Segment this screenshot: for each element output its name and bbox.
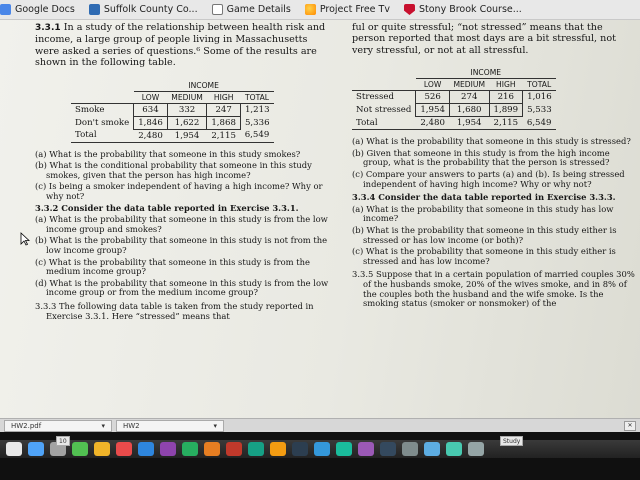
- row-label: Smoke: [75, 104, 105, 115]
- maps-icon[interactable]: [248, 442, 264, 456]
- table-cell: 216: [489, 91, 523, 104]
- download-item-hw2[interactable]: [116, 420, 224, 432]
- podcasts-icon[interactable]: [160, 442, 176, 456]
- folder-icon[interactable]: [424, 442, 440, 456]
- table-cell: 6,549: [526, 117, 552, 128]
- word-icon[interactable]: [380, 442, 396, 456]
- calendar-badge: 10: [56, 436, 70, 446]
- table-cell: 332: [167, 103, 207, 116]
- bookmark-label: Project Free Tv: [319, 4, 390, 15]
- question-c: (c) What is the probability that someone in this study is from the medium income group?: [35, 256, 310, 277]
- finder-icon[interactable]: [6, 442, 22, 456]
- table-cell: 1,899: [489, 104, 523, 117]
- question-b: (b) What is the conditional probability that someone in this study smokes, given that the person has high income?: [35, 160, 312, 180]
- table-cell: 2,480: [138, 130, 163, 141]
- pdf-page: [0, 20, 640, 418]
- google-docs-icon: [0, 4, 11, 15]
- table-cell: 634: [134, 103, 168, 116]
- row-label: Don't smoke: [75, 117, 130, 128]
- downloads-icon[interactable]: [446, 442, 462, 456]
- question-a: (a) What is the probability that someone in this study is stressed?: [352, 136, 631, 147]
- music-icon[interactable]: [116, 442, 132, 456]
- notes-icon[interactable]: [94, 442, 110, 456]
- skype-icon[interactable]: [314, 442, 330, 456]
- question-c: (c) Compare your answers to parts (a) and (b). Is being stressed independent of having high income? Why or why not?: [352, 169, 625, 189]
- table-cell: 1,868: [207, 116, 241, 129]
- table-group-header: INCOME: [416, 62, 556, 79]
- table-cell: 526: [416, 91, 450, 104]
- chevron-down-icon[interactable]: ▾: [213, 421, 217, 430]
- exercise-3-3-1: [35, 22, 333, 69]
- question-a: (a) What is the probability that someone in this study has low income?: [352, 203, 614, 224]
- table-cell: 1,680: [449, 104, 489, 117]
- bookmark-suffolk-county[interactable]: [89, 4, 198, 15]
- bookmark-project-free-tv[interactable]: [305, 4, 390, 15]
- table-cell: 6,549: [244, 130, 270, 141]
- table-group-header: INCOME: [134, 75, 274, 92]
- question-c: (c) Is being a smoker independent of having a high income? Why or why not?: [35, 181, 323, 201]
- mouse-cursor-icon: [20, 232, 30, 246]
- table-cell: 1,016: [527, 92, 552, 103]
- table-cell: 1,954: [456, 118, 482, 129]
- bookmark-label: Suffolk County Co...: [103, 4, 198, 15]
- col-header: HIGH: [496, 80, 516, 90]
- smoking-income-table: [71, 75, 274, 143]
- terminal-icon[interactable]: [292, 442, 308, 456]
- question-b: (b) Given that someone in this study is from the high income group, what is the probability that the person is stressed?: [352, 147, 610, 168]
- exercise-3-3-2: 3.3.2 Consider the data table reported in Exercise 3.3.1.: [35, 202, 299, 213]
- table-cell: 1,954: [416, 104, 450, 117]
- table-cell: 5,533: [527, 105, 552, 116]
- exercise-3-3-5: 3.3.5 Suppose that in a certain population of married couples 30% of the husbands smoke, 20% of the wives smoke, and in 8% of the couples both the husband and the wife smoke. Is the smoking status (smoker or nonsmoker) of the: [352, 269, 635, 309]
- bookmark-label: Google Docs: [15, 4, 75, 15]
- question-b: (b) What is the probability that someone in this study either is stressed or has low income (or both)?: [352, 224, 617, 245]
- question-d: (d) What is the probability that someone in this study is from the low income group or from the medium income group?: [35, 277, 329, 298]
- download-label: HW2.pdf: [11, 421, 42, 430]
- messages-icon[interactable]: [72, 442, 88, 456]
- os-taskbar: [0, 432, 640, 480]
- row-label: Stressed: [356, 92, 394, 103]
- right-column: [352, 22, 637, 309]
- table-cell: 2,115: [493, 118, 519, 129]
- col-header: TOTAL: [244, 92, 270, 102]
- table-cell: 5,336: [244, 117, 270, 128]
- row-label: Total: [75, 130, 97, 141]
- question-b: (b) What is the probability that someone in this study is not from the low income group?: [35, 235, 328, 255]
- suffolk-county-icon: [89, 4, 100, 15]
- exercise-text: In a study of the relationship between health risk and income, a large group of people living in Massachusetts were asked a series of questions.⁶ Some of the results are shown in the following table.: [35, 22, 326, 69]
- preview-icon[interactable]: [402, 442, 418, 456]
- calendar-icon[interactable]: [28, 442, 44, 456]
- bookmark-game-details[interactable]: [212, 4, 291, 15]
- question-a: (a) What is the probability that someone in this study is from the low income group and smokes?: [35, 214, 328, 234]
- bookmark-stony-brook[interactable]: [404, 4, 522, 15]
- chrome-icon[interactable]: [226, 442, 242, 456]
- chevron-down-icon[interactable]: ▾: [101, 421, 105, 430]
- table-cell: 274: [449, 91, 489, 104]
- bookmark-label: Stony Brook Course...: [418, 4, 522, 15]
- trash-icon[interactable]: [468, 442, 484, 456]
- col-header: MEDIUM: [453, 80, 485, 90]
- bookmark-google-docs[interactable]: [0, 4, 75, 15]
- download-item-hw2-pdf[interactable]: [4, 420, 112, 432]
- pages-icon[interactable]: [270, 442, 286, 456]
- table-cell: 1,622: [167, 116, 207, 129]
- exercise-3-3-4: 3.3.4 Consider the data table reported in Exercise 3.3.3.: [352, 192, 616, 203]
- itunes-icon[interactable]: [358, 442, 374, 456]
- col-header: LOW: [141, 92, 160, 102]
- stony-brook-icon: [404, 4, 415, 15]
- question-c: (c) What is the probability that someone in this study either is stressed and has low income?: [352, 246, 616, 266]
- stress-income-table: [352, 62, 556, 130]
- row-label: Not stressed: [356, 105, 412, 116]
- download-label: HW2: [123, 421, 140, 430]
- table-cell: 1,846: [134, 116, 168, 129]
- project-free-tv-icon: [305, 4, 316, 15]
- table-cell: 1,954: [174, 130, 200, 141]
- app-store-icon[interactable]: [138, 442, 154, 456]
- col-header: MEDIUM: [171, 92, 203, 102]
- study-label: Study: [500, 436, 523, 446]
- spotify-icon[interactable]: [336, 442, 352, 456]
- photos-icon[interactable]: [204, 442, 220, 456]
- bookmark-label: Game Details: [226, 4, 291, 15]
- col-header: TOTAL: [527, 80, 552, 90]
- facetime-icon[interactable]: [182, 442, 198, 456]
- col-header: HIGH: [213, 92, 234, 102]
- dock: [0, 440, 640, 458]
- table-cell: 1,213: [244, 104, 270, 115]
- table-cell: 2,115: [211, 130, 236, 141]
- bookmarks-bar: [0, 0, 640, 20]
- left-column: [35, 22, 333, 321]
- download-shelf: [0, 418, 640, 432]
- exercise-continuation: ful or quite stressful; “not stressed” means that the person reported that most days are a bit stressful, not very stressful, or not at all stressful.: [352, 22, 616, 56]
- col-header: LOW: [423, 80, 442, 90]
- exercise-number: 3.3.1: [35, 23, 61, 33]
- table-cell: 2,480: [420, 118, 445, 129]
- row-label: Total: [356, 117, 378, 128]
- question-a: (a) What is the probability that someone in this study smokes?: [35, 148, 301, 159]
- exercise-3-3-3: 3.3.3 The following data table is taken from the study reported in Exercise 3.3.1. Here “stressed” means that: [35, 300, 314, 321]
- close-icon[interactable]: ✕: [624, 421, 636, 431]
- document-icon: [212, 4, 223, 15]
- table-cell: 247: [207, 103, 241, 116]
